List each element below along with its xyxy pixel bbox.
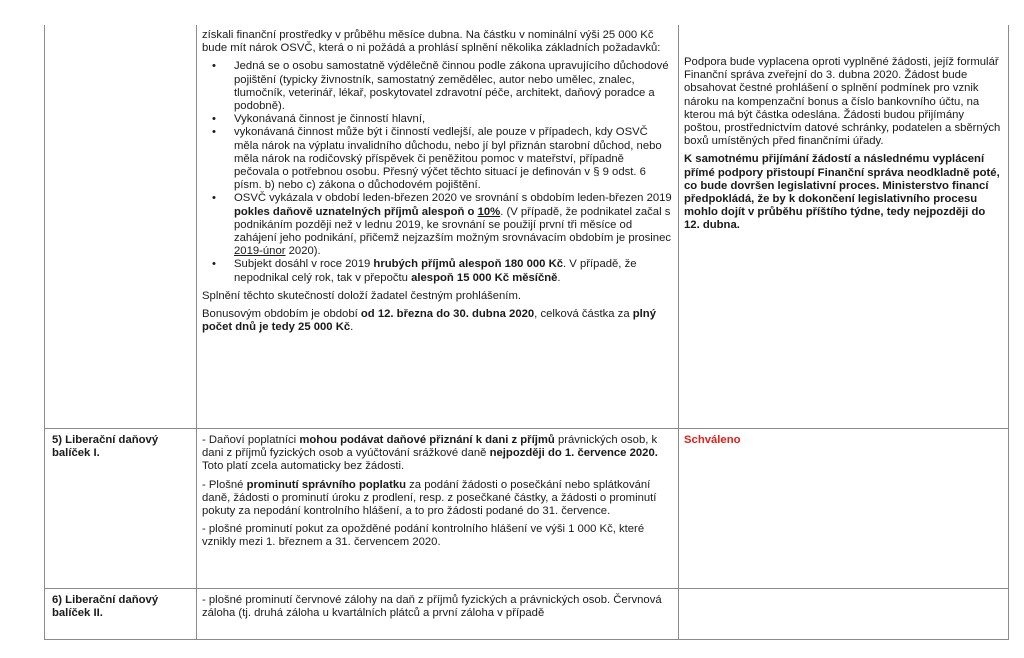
row-6-para-1: - plošné prominutí červnové zálohy na daň z příjmů fyzických a právnických osob. Červnová záloha (tj. druhá záloha u kvartálních plátců a první záloha v případě: [202, 594, 662, 620]
row-5-label: 5) Liberační daňový balíček I.: [52, 434, 159, 460]
row-6-label: 6) Liberační daňový balíček II.: [52, 594, 159, 620]
list-item: • Vykonávaná činnost je činností hlavní,: [234, 113, 672, 126]
period-link[interactable]: 2019-únor: [234, 245, 286, 258]
table-border-right: [1008, 25, 1009, 640]
list-item: • Subjekt dosáhl v roce 2019 hrubých příjmů alespoň 180 000 Kč. V případě, že nepodnikal celý rok, tak v přepočtu alespoň 15 000 Kč měsíčně.: [234, 258, 672, 284]
list-item: • OSVČ vykázala v období leden-březen 2020 ve srovnání s obdobím leden-březen 2019 pokles daňově uznatelných příjmů alespoň o 10%. (V případě, že podnikatel začal s podnikáním později než v lednu 2019, ke srovnání se použijí první tři měsíce od zahájení jeho podnikání, přičemž nejzazším možným srovnávacím obdobím je prosinec 2019-únor 2020).: [234, 192, 672, 258]
bonus-intro: získali finanční prostředky v průběhu měsíce dubna. Na částku v nominální výši 25 000 Kč bude mít nárok OSVČ, která o ni požádá a prohlásí splnění několika základních požadavků:: [202, 29, 661, 55]
table-border-left: [44, 25, 45, 640]
payout-timing: K samotnému přijímání žádostí a následnému vyplácení přímé podpory přistoupí Finanční správa neodkladně poté, co bude dovršen legislativní proces. Ministerstvo financí předpokládá, že by k dokončení legislativního procesu mohlo dojít v průběhu příštího týdne, tedy nejpozději do 12. dubna.: [684, 153, 1000, 232]
requirements-list: [202, 60, 672, 284]
table-divider-col1: [196, 25, 197, 640]
bonus-period: Bonusovým obdobím je období od 12. března do 30. dubna 2020, celková částka za plný počet dnů je tedy 25 000 Kč.: [202, 308, 656, 334]
table-border-bottom: [44, 639, 1009, 640]
list-item: • vykonávaná činnost může být i činností vedlejší, ale pouze v případech, kdy OSVČ měla nárok na výplatu invalidního důchodu, nebo jí byl přiznán starobní důchod, nebo měla nárok na rodičovský příspěvek či peněžitou pomoc v mateřství, případně pečovala o potřebnou osobu. Přesný výčet těchto situací je definován v § 9 odst. 6 písm. b) nebo c) zákona o důchodovém pojištění.: [234, 126, 672, 192]
bonus-description-cell: [202, 29, 672, 339]
row-5-para-2: - Plošné prominutí správního poplatku za podání žádosti o posečkání nebo splátkování daně, žádosti o prominutí úroku z prodlení, resp. z posečkané částky, a žádosti o prominutí pokuty za nepodání kontrolního hlášení, a to pro žádosti podané do 31. července.: [202, 478, 657, 518]
row-divider-5: [44, 428, 1009, 429]
bonus-status-cell: [684, 56, 1002, 238]
row-5-para-1: - Daňoví poplatníci mohou podávat daňové přiznání k dani z příjmů právnických osob, k dani z příjmů fyzických osob a vyúčtování srážkové daně nejpozději do 1. července 2020. Toto platí zcela automaticky bez žádosti.: [202, 434, 658, 473]
document-table: [44, 25, 1009, 640]
table-divider-col2: [678, 25, 679, 640]
payout-info: Podpora bude vyplacena oproti vyplněné žádosti, jejíž formulář Finanční správa zveřejní do 3. dubna 2020. Žádost bude obsahovat čestné prohlášení o splnění podmínek pro vznik nároku na kompenzační bonus a číslo bankovního účtu, na kterou má být částka odeslána. Žádosti budou přijímány poštou, prostřednictvím datové schránky, podatelen a sběrných boxů umístěných před finančními úřady.: [684, 56, 1001, 148]
row-divider-6: [44, 588, 1009, 589]
row-5-para-3: - plošné prominutí pokut za opožděné podání kontrolního hlášení ve výši 1 000 Kč, které vznikly mezi 1. březnem a 31. červencem 2020.: [202, 523, 645, 549]
status-badge: Schváleno: [684, 434, 741, 446]
row-6-description: [202, 594, 672, 625]
declaration-note: Splnění těchto skutečností doloží žadatel čestným prohlášením.: [202, 289, 521, 302]
row-5-description: [202, 434, 672, 555]
list-item: • Jedná se o osobu samostatně výdělečně činnou podle zákona upravujícího důchodové pojištění (typicky živnostník, samostatný zemědělec, autor nebo umělec, znalec, tlumočník, veterinář, lékař, poskytovatel zdravotní péče, architekt, daňový poradce a podobně).: [234, 60, 672, 113]
